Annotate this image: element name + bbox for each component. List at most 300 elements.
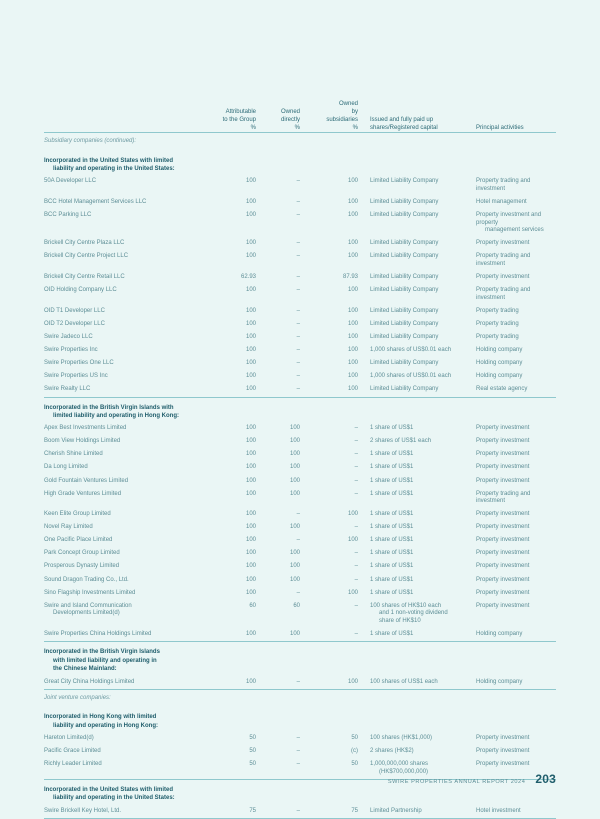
- table-row: [44, 522, 556, 535]
- principal-activities-line: Property trading and investment: [476, 490, 531, 505]
- principal-activities-line: Property investment: [476, 451, 530, 458]
- cell-issued-capital: [364, 423, 470, 436]
- header-line: %: [352, 125, 358, 132]
- issued-capital-line: 1 share of US$1: [370, 451, 414, 458]
- section-heading-line: Incorporated in the United States with limited: [44, 786, 174, 793]
- issued-capital-line: 1,000,000,000 shares: [370, 760, 429, 767]
- cell-owned-directly-percent: 100: [289, 425, 300, 432]
- table-row: [44, 196, 556, 209]
- principal-activities-line: Property trading: [476, 307, 519, 314]
- principal-activities-line: Property investment: [476, 477, 530, 484]
- header-line: to the Group: [222, 117, 256, 124]
- cell-company-name: [44, 272, 212, 285]
- table-row: [44, 423, 556, 436]
- principal-activities-line: Real estate agency: [476, 386, 528, 393]
- section-heading-line: liability and operating in the United States:: [53, 795, 175, 802]
- cell-attributable-percent: 100: [245, 630, 256, 637]
- header-line: Attributable: [225, 109, 256, 116]
- company-name-line: Sino Flagship Investments Limited: [44, 589, 136, 596]
- cell-owned-by-subsidiaries-percent: 100: [347, 287, 358, 294]
- table-section-heading-row: [44, 642, 556, 676]
- cell-owned-directly-percent: –: [296, 347, 300, 354]
- table-row: [44, 488, 556, 509]
- cell-attributable-percent: 50: [249, 734, 256, 741]
- cell-attributable-percent: 100: [245, 550, 256, 557]
- table-section-heading-row: [44, 151, 556, 176]
- company-name-line: BCC Hotel Management Services LLC: [44, 198, 147, 205]
- cell-owned-by-subsidiaries-percent: –: [354, 464, 358, 471]
- cell-owned-by-subsidiaries-percent: –: [354, 438, 358, 445]
- cell-owned-directly-percent: 100: [289, 477, 300, 484]
- cell-issued-capital: [364, 344, 470, 357]
- company-name-line: Prosperous Dynasty Limited: [44, 563, 120, 570]
- issued-capital-line: 1 share of US$1: [370, 425, 414, 432]
- cell-company-name: [44, 600, 212, 628]
- cell-company-name: [44, 462, 212, 475]
- subsidiaries-table: [44, 100, 556, 819]
- cell-issued-capital: [364, 522, 470, 535]
- footer-report-label: SWIRE PROPERTIES ANNUAL REPORT 2024: [387, 779, 526, 785]
- cell-principal-activities: [470, 272, 556, 285]
- cell-attributable-percent: 60: [249, 602, 256, 609]
- section-heading-line: Incorporated in Hong Kong with limited: [44, 714, 157, 721]
- cell-attributable-percent: 100: [245, 287, 256, 294]
- cell-issued-capital: [364, 176, 470, 197]
- cell-owned-directly-percent: –: [296, 212, 300, 219]
- principal-activities-line: Property investment: [476, 425, 530, 432]
- table-row: [44, 548, 556, 561]
- cell-company-name: [44, 423, 212, 436]
- principal-activities-line: Property investment: [476, 511, 530, 518]
- table-row: [44, 628, 556, 641]
- table-row: [44, 318, 556, 331]
- company-name-line: Swire and Island Communication: [44, 602, 132, 609]
- cell-owned-directly-percent: –: [296, 178, 300, 185]
- table-row: [44, 462, 556, 475]
- cell-owned-directly-percent: –: [296, 511, 300, 518]
- cell-issued-capital: [364, 587, 470, 600]
- cell-issued-capital: [364, 305, 470, 318]
- cell-attributable-percent: 62.93: [240, 274, 256, 281]
- principal-activities-line: Property investment: [476, 602, 530, 609]
- principal-activities-line: Property investment: [476, 274, 530, 281]
- issued-capital-line: Limited Partnership: [370, 807, 422, 814]
- issued-capital-line: Limited Liability Company: [370, 198, 439, 205]
- table-header: [44, 100, 556, 133]
- cell-principal-activities: [470, 745, 556, 758]
- cell-principal-activities: [470, 251, 556, 272]
- cell-company-name: [44, 251, 212, 272]
- cell-principal-activities: [470, 587, 556, 600]
- table-row: [44, 176, 556, 197]
- header-line: by: [351, 109, 358, 116]
- cell-owned-directly-percent: –: [296, 386, 300, 393]
- issued-capital-line: (HK$700,000,000): [379, 768, 429, 775]
- cell-company-name: [44, 745, 212, 758]
- cell-principal-activities: [470, 357, 556, 370]
- cell-attributable-percent: 100: [245, 537, 256, 544]
- cell-issued-capital: [364, 436, 470, 449]
- table-caption-text: Joint venture companies:: [44, 694, 111, 701]
- company-name-line: High Grade Ventures Limited: [44, 490, 122, 497]
- cell-company-name: [44, 535, 212, 548]
- issued-capital-line: 1 share of US$1: [370, 550, 414, 557]
- cell-attributable-percent: 100: [245, 253, 256, 260]
- header-line: %: [250, 125, 256, 132]
- header-line: Owned: [338, 101, 358, 107]
- cell-attributable-percent: 100: [245, 589, 256, 596]
- cell-issued-capital: [364, 357, 470, 370]
- cell-owned-by-subsidiaries-percent: 100: [347, 360, 358, 367]
- cell-attributable-percent: 100: [245, 438, 256, 445]
- header-line: shares/Registered capital: [370, 125, 438, 132]
- cell-principal-activities: [470, 318, 556, 331]
- cell-owned-directly-percent: –: [296, 589, 300, 596]
- cell-attributable-percent: 100: [245, 678, 256, 685]
- cell-attributable-percent: 75: [249, 807, 256, 814]
- cell-company-name: [44, 196, 212, 209]
- cell-owned-directly-percent: 60: [293, 602, 300, 609]
- principal-activities-line: Property trading and investment: [476, 253, 531, 268]
- cell-owned-by-subsidiaries-percent: –: [354, 451, 358, 458]
- cell-owned-by-subsidiaries-percent: 87.93: [342, 274, 358, 281]
- cell-owned-by-subsidiaries-percent: 100: [347, 537, 358, 544]
- issued-capital-line: Limited Liability Company: [370, 253, 439, 260]
- company-name-line: Da Long Limited: [44, 464, 88, 471]
- company-name-line: Hareton Limited(d): [44, 734, 94, 741]
- issued-capital-line: and 1 non-voting dividend: [379, 610, 448, 617]
- cell-company-name: [44, 628, 212, 641]
- cell-owned-by-subsidiaries-percent: 100: [347, 589, 358, 596]
- cell-attributable-percent: 100: [245, 360, 256, 367]
- issued-capital-line: 1,000 shares of US$0.01 each: [370, 373, 452, 380]
- company-name-line: Swire Properties US Inc: [44, 373, 108, 380]
- cell-principal-activities: [470, 238, 556, 251]
- company-name-line: Boom View Holdings Limited: [44, 438, 121, 445]
- issued-capital-line: 1 share of US$1: [370, 589, 414, 596]
- cell-principal-activities: [470, 423, 556, 436]
- col-header-issued-capital: [364, 100, 470, 132]
- cell-attributable-percent: 50: [249, 760, 256, 767]
- table-row: [44, 535, 556, 548]
- cell-attributable-percent: 50: [249, 747, 256, 754]
- cell-company-name: [44, 176, 212, 197]
- cell-principal-activities: [470, 344, 556, 357]
- cell-principal-activities: [470, 475, 556, 488]
- cell-owned-directly-percent: 100: [289, 550, 300, 557]
- cell-company-name: [44, 758, 212, 779]
- table-row: [44, 745, 556, 758]
- col-header-owned-directly: [262, 100, 306, 132]
- cell-attributable-percent: 100: [245, 563, 256, 570]
- cell-company-name: [44, 587, 212, 600]
- table-row: [44, 371, 556, 384]
- principal-activities-line: Hotel investment: [476, 807, 521, 814]
- issued-capital-line: 2 shares of US$1 each: [370, 438, 432, 445]
- cell-company-name: [44, 436, 212, 449]
- issued-capital-line: 1 share of US$1: [370, 511, 414, 518]
- cell-owned-by-subsidiaries-percent: 100: [347, 253, 358, 260]
- principal-activities-line: Holding company: [476, 347, 523, 354]
- table-row: [44, 251, 556, 272]
- table-row: [44, 384, 556, 397]
- cell-issued-capital: [364, 238, 470, 251]
- cell-principal-activities: [470, 176, 556, 197]
- cell-principal-activities: [470, 371, 556, 384]
- cell-owned-by-subsidiaries-percent: 100: [347, 321, 358, 327]
- cell-owned-by-subsidiaries-percent: 100: [347, 678, 358, 685]
- table-caption-row: [44, 133, 556, 150]
- cell-issued-capital: [364, 318, 470, 331]
- cell-principal-activities: [470, 285, 556, 306]
- cell-principal-activities: [470, 305, 556, 318]
- table-caption-row: [44, 690, 556, 707]
- table-row: [44, 272, 556, 285]
- cell-issued-capital: [364, 535, 470, 548]
- col-header-name: [44, 100, 212, 132]
- cell-owned-by-subsidiaries-percent: –: [354, 550, 358, 557]
- company-name-line: One Pacific Place Limited: [44, 537, 113, 544]
- cell-company-name: [44, 732, 212, 745]
- page-footer: [388, 772, 556, 786]
- cell-principal-activities: [470, 732, 556, 745]
- company-name-line: Great City China Holdings Limited: [44, 678, 135, 685]
- cell-attributable-percent: 100: [245, 425, 256, 432]
- cell-issued-capital: [364, 209, 470, 237]
- cell-issued-capital: [364, 251, 470, 272]
- table-row: [44, 238, 556, 251]
- cell-owned-by-subsidiaries-percent: –: [354, 524, 358, 531]
- cell-attributable-percent: 100: [245, 212, 256, 219]
- issued-capital-line: Limited Liability Company: [370, 307, 439, 314]
- issued-capital-line: 100 shares of HK$10 each: [370, 602, 442, 609]
- company-name-line: Brickell City Centre Plaza LLC: [44, 240, 125, 247]
- principal-activities-line: Property investment: [476, 464, 530, 471]
- cell-issued-capital: [364, 272, 470, 285]
- cell-owned-directly-percent: –: [296, 253, 300, 260]
- issued-capital-line: 1 share of US$1: [370, 477, 414, 484]
- cell-company-name: [44, 371, 212, 384]
- table-row: [44, 561, 556, 574]
- col-header-attributable: [212, 100, 262, 132]
- table-caption-text: Subsidiary companies (continued):: [44, 138, 137, 145]
- header-line: Principal activities: [476, 125, 524, 132]
- cell-attributable-percent: 100: [245, 198, 256, 205]
- cell-owned-by-subsidiaries-percent: 100: [347, 198, 358, 205]
- section-heading-line: limited liability and operating in Hong Kong:: [53, 413, 179, 420]
- header-line: %: [294, 125, 300, 132]
- cell-owned-directly-percent: –: [296, 198, 300, 205]
- cell-issued-capital: [364, 285, 470, 306]
- section-heading-line: liability and operating in Hong Kong:: [53, 722, 158, 729]
- cell-attributable-percent: 100: [245, 334, 256, 341]
- cell-company-name: [44, 357, 212, 370]
- principal-activities-line: Property investment and property: [476, 212, 542, 226]
- cell-issued-capital: [364, 509, 470, 522]
- cell-principal-activities: [470, 522, 556, 535]
- table-row: [44, 331, 556, 344]
- cell-company-name: [44, 522, 212, 535]
- cell-company-name: [44, 561, 212, 574]
- cell-owned-directly-percent: –: [296, 747, 300, 754]
- cell-owned-by-subsidiaries-percent: –: [354, 477, 358, 484]
- principal-activities-line: Property investment: [476, 576, 530, 583]
- table-section-heading-text: [44, 707, 556, 732]
- header-line: directly: [280, 117, 300, 124]
- principal-activities-line: Holding company: [476, 678, 523, 685]
- cell-principal-activities: [470, 628, 556, 641]
- issued-capital-line: share of HK$10: [379, 617, 421, 624]
- principal-activities-line: Property trading: [476, 334, 519, 341]
- cell-attributable-percent: 100: [245, 524, 256, 531]
- company-name-line: Novel Ray Limited: [44, 524, 93, 531]
- issued-capital-line: 1,000 shares of US$0.01 each: [370, 347, 452, 354]
- cell-attributable-percent: 100: [245, 240, 256, 247]
- table-row: [44, 587, 556, 600]
- company-name-line: OID T1 Developer LLC: [44, 307, 105, 314]
- cell-principal-activities: [470, 209, 556, 237]
- cell-company-name: [44, 318, 212, 331]
- cell-attributable-percent: 100: [245, 307, 256, 314]
- cell-issued-capital: [364, 548, 470, 561]
- cell-principal-activities: [470, 462, 556, 475]
- cell-attributable-percent: 100: [245, 373, 256, 380]
- issued-capital-line: 1 share of US$1: [370, 464, 414, 471]
- cell-issued-capital: [364, 488, 470, 509]
- cell-owned-by-subsidiaries-percent: –: [354, 576, 358, 583]
- company-name-line: 50A Developer LLC: [44, 178, 97, 185]
- col-header-principal-activities: [470, 100, 556, 132]
- cell-principal-activities: [470, 535, 556, 548]
- cell-owned-by-subsidiaries-percent: –: [354, 490, 358, 497]
- cell-issued-capital: [364, 462, 470, 475]
- table-row: [44, 732, 556, 745]
- cell-owned-directly-percent: 100: [289, 563, 300, 570]
- table-row: [44, 209, 556, 237]
- principal-activities-line: Property investment: [476, 563, 530, 570]
- cell-owned-directly-percent: 100: [289, 464, 300, 471]
- issued-capital-line: 100 shares (HK$1,000): [370, 734, 433, 741]
- cell-owned-directly-percent: –: [296, 760, 300, 767]
- company-name-line: Swire Properties China Holdings Limited: [44, 630, 152, 637]
- financial-table-sheet: [44, 100, 556, 819]
- issued-capital-line: 1 share of US$1: [370, 576, 414, 583]
- company-name-line: Pacific Grace Limited: [44, 747, 101, 754]
- company-name-line: OID Holding Company LLC: [44, 287, 117, 294]
- cell-issued-capital: [364, 384, 470, 397]
- table-row: [44, 509, 556, 522]
- cell-principal-activities: [470, 509, 556, 522]
- cell-company-name: [44, 805, 212, 818]
- issued-capital-line: 1 share of US$1: [370, 490, 414, 497]
- cell-owned-by-subsidiaries-percent: 50: [351, 734, 358, 741]
- company-name-line: Richly Leader Limited: [44, 760, 102, 767]
- cell-owned-directly-percent: 100: [289, 630, 300, 637]
- cell-owned-directly-percent: –: [296, 537, 300, 544]
- table-row: [44, 600, 556, 628]
- table-section-heading-text: [44, 151, 556, 176]
- cell-principal-activities: [470, 574, 556, 587]
- issued-capital-line: 1 share of US$1: [370, 630, 414, 637]
- principal-activities-line: Property investment: [476, 240, 530, 247]
- issued-capital-line: Limited Liability Company: [370, 274, 439, 281]
- table-row: [44, 305, 556, 318]
- company-name-line: Swire Brickell Key Hotel, Ltd.: [44, 807, 122, 814]
- col-header-owned-by-subsidiaries: [306, 100, 364, 132]
- section-heading-line: Incorporated in the British Virgin Islands: [44, 649, 160, 656]
- section-heading-line: liability and operating in the United States:: [53, 166, 175, 173]
- cell-issued-capital: [364, 676, 470, 689]
- principal-activities-line: Property trading: [476, 321, 519, 327]
- cell-owned-by-subsidiaries-percent: 100: [347, 347, 358, 354]
- table-row: [44, 449, 556, 462]
- table-row: [44, 285, 556, 306]
- company-name-line: Cherish Shine Limited: [44, 451, 103, 458]
- table-section-heading-text: [44, 642, 556, 676]
- cell-company-name: [44, 384, 212, 397]
- cell-owned-directly-percent: –: [296, 373, 300, 380]
- company-name-line: Sound Dragon Trading Co., Ltd.: [44, 576, 129, 583]
- cell-issued-capital: [364, 475, 470, 488]
- cell-owned-directly-percent: 100: [289, 451, 300, 458]
- cell-principal-activities: [470, 561, 556, 574]
- issued-capital-line: Limited Liability Company: [370, 287, 439, 294]
- principal-activities-line: Property investment: [476, 589, 530, 596]
- principal-activities-line: Property investment: [476, 537, 530, 544]
- cell-issued-capital: [364, 196, 470, 209]
- table-row: [44, 357, 556, 370]
- cell-company-name: [44, 548, 212, 561]
- table-row: [44, 436, 556, 449]
- cell-owned-by-subsidiaries-percent: 50: [351, 760, 358, 767]
- company-name-line: Swire Properties Inc: [44, 347, 98, 354]
- principal-activities-line: Property investment: [476, 438, 530, 445]
- issued-capital-line: 100 shares of US$1 each: [370, 678, 438, 685]
- footer-page-number: 203: [535, 772, 556, 786]
- section-heading-line: the Chinese Mainland:: [53, 666, 117, 673]
- cell-attributable-percent: 100: [245, 464, 256, 471]
- cell-owned-by-subsidiaries-percent: (c): [351, 747, 358, 754]
- cell-attributable-percent: 100: [245, 511, 256, 518]
- principal-activities-line: management services: [485, 227, 544, 234]
- cell-issued-capital: [364, 745, 470, 758]
- cell-owned-directly-percent: –: [296, 678, 300, 685]
- cell-company-name: [44, 574, 212, 587]
- cell-issued-capital: [364, 628, 470, 641]
- cell-owned-directly-percent: –: [296, 307, 300, 314]
- cell-owned-by-subsidiaries-percent: 100: [347, 373, 358, 380]
- table-section-heading-row: [44, 707, 556, 732]
- cell-company-name: [44, 509, 212, 522]
- table-row: [44, 574, 556, 587]
- cell-owned-directly-percent: 100: [289, 438, 300, 445]
- cell-principal-activities: [470, 488, 556, 509]
- company-name-line: Brickell City Centre Retail LLC: [44, 274, 125, 281]
- cell-owned-directly-percent: –: [296, 274, 300, 281]
- cell-company-name: [44, 344, 212, 357]
- cell-principal-activities: [470, 331, 556, 344]
- cell-issued-capital: [364, 805, 470, 818]
- company-name-line: Park Concept Group Limited: [44, 550, 120, 557]
- cell-company-name: [44, 449, 212, 462]
- cell-owned-by-subsidiaries-percent: 100: [347, 334, 358, 341]
- header-line: subsidiaries: [326, 117, 358, 124]
- principal-activities-line: Property trading and investment: [476, 178, 531, 192]
- cell-company-name: [44, 475, 212, 488]
- section-heading-line: Incorporated in the United States with limited: [44, 157, 174, 164]
- cell-issued-capital: [364, 449, 470, 462]
- principal-activities-line: Property investment: [476, 760, 530, 767]
